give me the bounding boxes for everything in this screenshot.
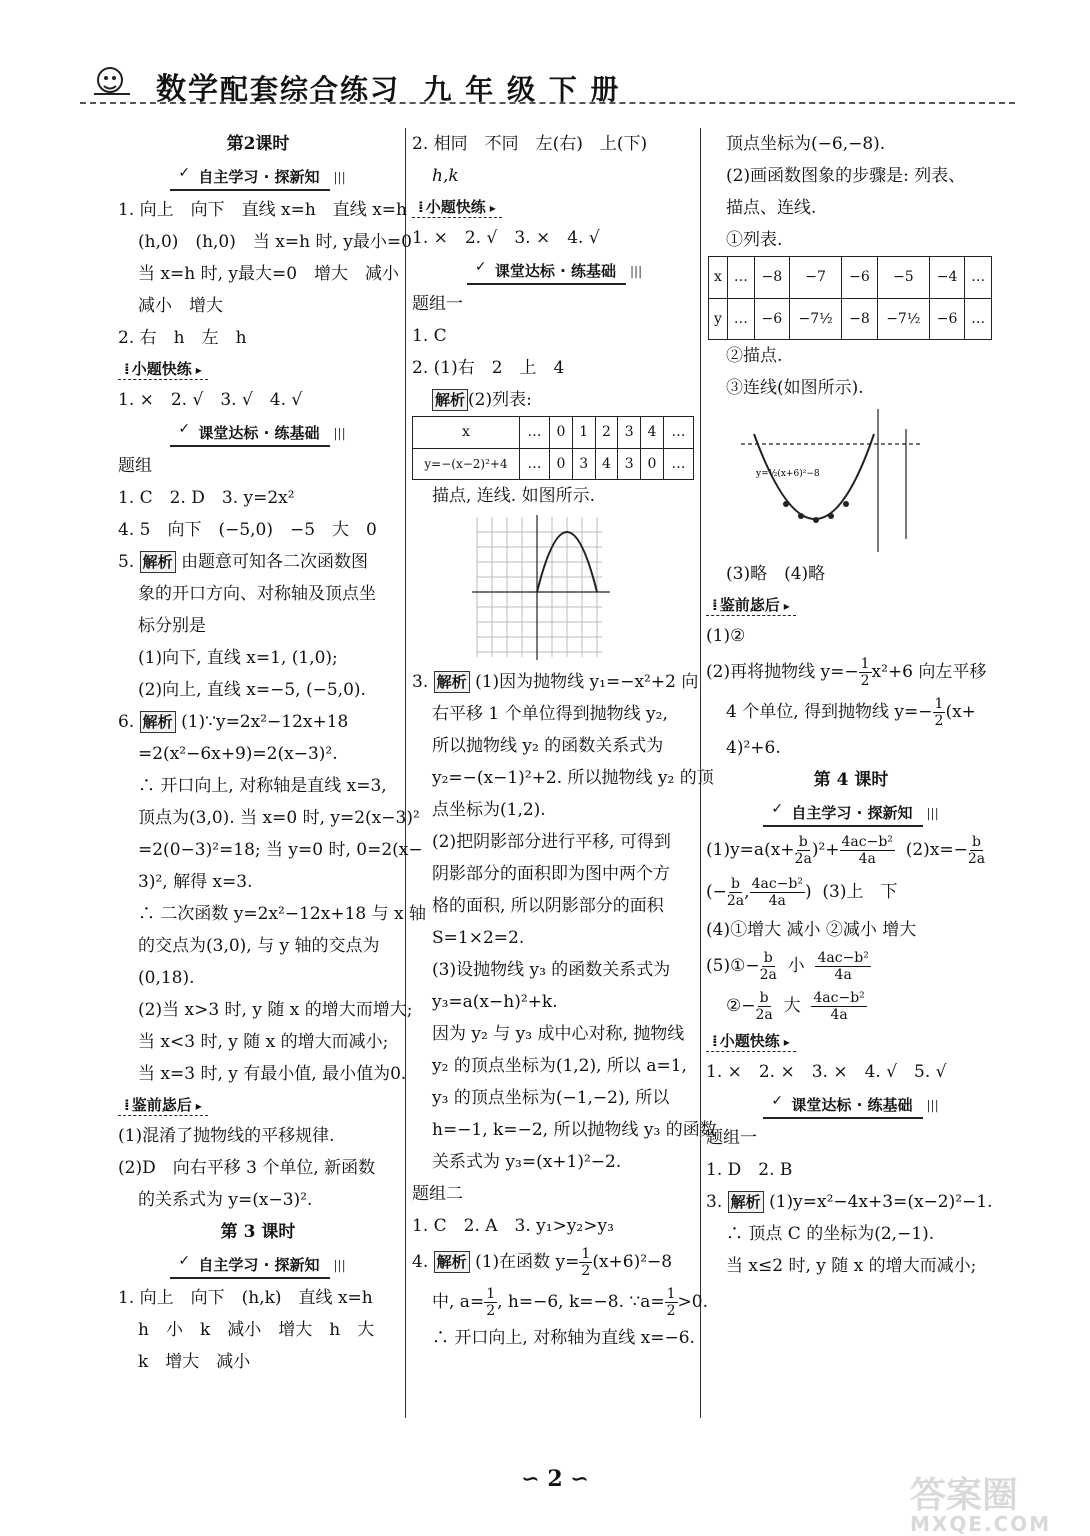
answer-line: 1. D 2. B: [706, 1160, 793, 1180]
answer-line: (− $\frac{b}{2a}$ , $\frac{\text{4ac−b²}}{4a}$ ) (3)上 下: [706, 876, 898, 909]
answer-line: =2(x²−6x+9)=2(x−3)².: [138, 744, 338, 764]
answer-line: 4. 5 向下 (−5,0) −5 大 0: [118, 520, 377, 540]
answer-line: h 小 k 减小 增大 h 大: [138, 1320, 375, 1340]
answer-line: 因为 y₂ 与 y₃ 成中心对称, 抛物线: [432, 1024, 685, 1044]
answer-line: ②描点.: [726, 346, 783, 366]
subsection-heading: ⁞ 小题快练 ▸: [412, 192, 697, 222]
answer-line: (2)D 向右平移 3 个单位, 新函数: [118, 1158, 376, 1178]
answer-line: y₂ 的顶点坐标为(1,2), 所以 a=1,: [432, 1056, 687, 1076]
answer-line: 当 x=3 时, y 有最小值, 最小值为0.: [138, 1064, 407, 1084]
answer-line: (0,18).: [138, 968, 195, 988]
answer-line: 1. C 2. D 3. y=2x²: [118, 488, 295, 508]
answer-line: ①列表.: [726, 230, 783, 250]
answer-line: ②− $\frac{b}{2a}$ 大 $\frac{\text{4ac−b²}}{4a}$: [726, 990, 865, 1023]
answer-line: 所以抛物线 y₂ 的函数关系式为: [432, 736, 664, 756]
section-heading: ✓ 自主学习 · 探新知 |||: [118, 1248, 398, 1282]
answer-line: 6. 解析 (1)∵y=2x²−12x+18: [118, 712, 349, 732]
answer-line: 标分别是: [138, 616, 206, 636]
answer-line: 中, a= $\frac{1}{2}$ , h=−6, k=−8. ∵a= $\frac{1}{2}$ >0.: [432, 1286, 708, 1319]
answer-line: 的交点为(3,0), 与 y 轴的交点为: [138, 936, 380, 956]
analysis-tag: 解析: [434, 1251, 470, 1273]
answer-line: (2)向上, 直线 x=−5, (−5,0).: [138, 680, 366, 700]
answer-line: 顶点为(3,0). 当 x=0 时, y=2(x−3)²: [138, 808, 420, 828]
answer-line: ∴ 顶点 C 的坐标为(2,−1).: [726, 1224, 935, 1244]
answer-line: 1. 向上 向下 直线 x=h 直线 x=h: [118, 200, 407, 220]
answer-line: 描点、连线.: [726, 198, 817, 218]
analysis-tag: 解析: [140, 711, 176, 733]
answer-line: =2(0−3)²=18; 当 y=0 时, 0=2(x−: [138, 840, 423, 860]
fraction: $\frac{1}{2}$: [934, 696, 944, 729]
answer-line: (2)把阴影部分进行平移, 可得到: [432, 832, 671, 852]
answer-line: h,k: [432, 166, 459, 186]
fraction: $\frac{b}{2a}$: [967, 834, 986, 867]
answer-line: 5. 解析 由题意可知各二次函数图: [118, 552, 369, 572]
answer-line: (5)①− $\frac{b}{2a}$ 小 $\frac{\text{4ac−b²}}{4a}$: [706, 950, 869, 983]
analysis-tag: 解析: [432, 389, 468, 411]
answer-line: 减小 增大: [138, 296, 223, 316]
lesson-heading: 第 4 课时: [813, 770, 889, 790]
table-row: x … 0 1 2 3 4 …: [413, 417, 694, 449]
answer-line: 阴影部分的面积即为图中两个方: [432, 864, 670, 884]
answer-line: (1)②: [706, 626, 746, 646]
analysis-tag: 解析: [728, 1191, 764, 1213]
value-table: [708, 256, 992, 340]
answer-line: (4)①增大 减小 ②减小 增大: [706, 920, 917, 940]
group-label: 题组: [118, 456, 152, 476]
group-label: 题组一: [412, 294, 463, 314]
section-heading: ✓ 自主学习 · 探新知 |||: [706, 796, 996, 830]
parabola-graph-1: [412, 512, 692, 662]
answer-line: y₃=a(x−h)²+k.: [432, 992, 558, 1012]
answer-line: 3)², 解得 x=3.: [138, 872, 253, 892]
subsection-heading: ⁞ 小题快练 ▸: [706, 1026, 996, 1056]
page-number: ∽ 2 ∽: [521, 1466, 589, 1492]
section-heading: ✓ 课堂达标 · 练基础 |||: [412, 254, 697, 288]
subsection-heading: ⁞ 小题快练 ▸: [118, 354, 398, 384]
fraction: $\frac{\text{4ac−b²}}{4a}$: [813, 990, 865, 1023]
answer-line: y₃ 的顶点坐标为(−1,−2), 所以: [432, 1088, 670, 1108]
subsection-heading: ⁞ 鉴前毖后 ▸: [118, 1090, 398, 1120]
answer-line: 当 x=h 时, y最大=0 增大 减小: [138, 264, 400, 284]
book-title: 数学配套综合练习 九 年 级 下 册: [156, 72, 621, 107]
answer-line: k 增大 减小: [138, 1352, 251, 1372]
group-label: 题组二: [412, 1184, 463, 1204]
answer-line: S=1×2=2.: [432, 928, 525, 948]
fraction: $\frac{1}{2}$: [486, 1286, 496, 1319]
answer-line: 解析 (2)列表:: [412, 384, 697, 416]
group-label: 题组一: [706, 1128, 757, 1148]
answer-line: (1)向下, 直线 x=1, (1,0);: [138, 648, 338, 668]
analysis-tag: 解析: [140, 551, 176, 573]
answer-line: 格的面积, 所以阴影部分的面积: [432, 896, 664, 916]
answer-line: 4. 解析 (1)在函数 y= $\frac{1}{2}$ (x+6)²−8: [412, 1246, 673, 1279]
lesson-heading: 第2课时: [226, 134, 290, 154]
answer-line: (1)混淆了抛物线的平移规律.: [118, 1126, 335, 1146]
column-3: [706, 128, 996, 1282]
table-row: y=−(x−2)²+4 … 0 3 4 3 0 …: [413, 448, 694, 480]
table-row: y … −6 −7½ −8 −7½ −6 …: [709, 298, 992, 340]
answer-line: 关系式为 y₃=(x+1)²−2.: [432, 1152, 622, 1172]
answer-line: 当 x<3 时, y 随 x 的增大而减小;: [138, 1032, 389, 1052]
answer-line: 1. C: [412, 326, 447, 346]
table-row: x … −8 −7 −6 −5 −4 …: [709, 257, 992, 299]
answer-line: ∴ 开口向上, 对称轴为直线 x=−6.: [432, 1328, 695, 1348]
answer-line: h=−1, k=−2, 所以抛物线 y₃ 的函数: [432, 1120, 717, 1140]
watermark: 答案圈 MXQE.COM: [910, 1475, 1052, 1536]
fraction: $\frac{1}{2}$: [860, 656, 870, 689]
answer-line: ③连线(如图所示).: [726, 378, 864, 398]
page-header: [80, 62, 1020, 106]
answer-line: 1. × 2. × 3. × 4. √ 5. √: [706, 1062, 947, 1082]
fraction: $\frac{1}{2}$: [666, 1286, 676, 1319]
answer-line: 点坐标为(1,2).: [432, 800, 546, 820]
value-table: [412, 416, 694, 480]
answer-line: (3)设抛物线 y₃ 的函数关系式为: [432, 960, 671, 980]
fraction: $\frac{b}{2a}$: [759, 950, 777, 983]
answer-line: (2)画函数图象的步骤是: 列表、: [726, 166, 966, 186]
answer-line: (2)再将抛物线 y=− $\frac{1}{2}$ x²+6 向左平移: [706, 656, 987, 689]
answer-line: 象的开口方向、对称轴及顶点坐: [138, 584, 376, 604]
answer-line: 1. C 2. A 3. y₁>y₂>y₃: [412, 1216, 614, 1236]
answer-line: 2. 相同 不同 左(右) 上(下): [412, 134, 648, 154]
subsection-heading: ⁞ 鉴前毖后 ▸: [706, 590, 996, 620]
answer-line: 2. 右 h 左 h: [118, 328, 247, 348]
answer-line: (h,0) (h,0) 当 x=h 时, y最小=0: [138, 232, 412, 252]
answer-line: (1)y=a(x+ $\frac{b}{2a}$ )²+ $\frac{\text{4ac−b²}}{4a}$ (2)x=− $\frac{b}{2a}$: [706, 834, 986, 867]
section-heading: ✓ 课堂达标 · 练基础 |||: [706, 1088, 996, 1122]
fraction: $\frac{b}{2a}$: [755, 990, 773, 1023]
fraction: $\frac{\text{4ac−b²}}{4a}$: [751, 876, 803, 909]
fraction: $\frac{\text{4ac−b²}}{4a}$: [841, 834, 893, 867]
answer-line: 1. × 2. √ 3. √ 4. √: [118, 390, 303, 410]
answer-line: 4)²+6.: [726, 738, 781, 758]
answer-line: 3. 解析 (1)y=x²−4x+3=(x−2)²−1.: [706, 1192, 993, 1212]
section-heading: ✓ 自主学习 · 探新知 |||: [118, 160, 398, 194]
column-divider: [405, 128, 406, 1418]
fraction: $\frac{b}{2a}$: [726, 876, 745, 909]
answer-line: 1. 向上 向下 (h,k) 直线 x=h: [118, 1288, 373, 1308]
fraction: $\frac{1}{2}$: [581, 1246, 591, 1279]
answer-line: 4 个单位, 得到抛物线 y=− $\frac{1}{2}$ (x+: [726, 696, 976, 729]
fraction: $\frac{b}{2a}$: [794, 834, 812, 867]
answer-line: ∴ 二次函数 y=2x²−12x+18 与 x 轴: [138, 904, 427, 924]
answer-line: 2. (1)右 2 上 4: [412, 358, 565, 378]
answer-line: 3. 解析 (1)因为抛物线 y₁=−x²+2 向: [412, 672, 699, 692]
answer-line: (3)略 (4)略: [726, 564, 826, 584]
mascot-logo-icon: [90, 64, 134, 100]
column-2: [412, 128, 717, 1354]
section-heading: ✓ 课堂达标 · 练基础 |||: [118, 416, 398, 450]
header-divider: [80, 102, 1015, 104]
wave-left-icon: ∽: [521, 1466, 540, 1492]
graph-label: y=½(x+6)²−8: [756, 469, 820, 479]
answer-line: y₂=−(x−1)²+2. 所以抛物线 y₂ 的顶: [432, 768, 714, 788]
answer-line: 描点, 连线. 如图所示.: [432, 486, 596, 506]
answer-line: 顶点坐标为(−6,−8).: [726, 134, 886, 154]
column-1: [118, 128, 427, 1378]
answer-line: (2)当 x>3 时, y 随 x 的增大而增大;: [138, 1000, 413, 1020]
analysis-tag: 解析: [434, 671, 470, 693]
parabola-graph-2: [706, 404, 991, 554]
answer-line: 当 x≤2 时, y 随 x 的增大而减小;: [726, 1256, 977, 1276]
answer-line: 右平移 1 个单位得到抛物线 y₂,: [432, 704, 668, 724]
fraction: $\frac{\text{4ac−b²}}{4a}$: [817, 950, 869, 983]
wave-right-icon: ∽: [570, 1466, 589, 1492]
answer-line: ∴ 开口向上, 对称轴是直线 x=3,: [138, 776, 387, 796]
answer-line: 1. × 2. √ 3. × 4. √: [412, 228, 600, 248]
lesson-heading: 第 3 课时: [220, 1222, 296, 1242]
answer-line: 的关系式为 y=(x−3)².: [138, 1190, 313, 1210]
